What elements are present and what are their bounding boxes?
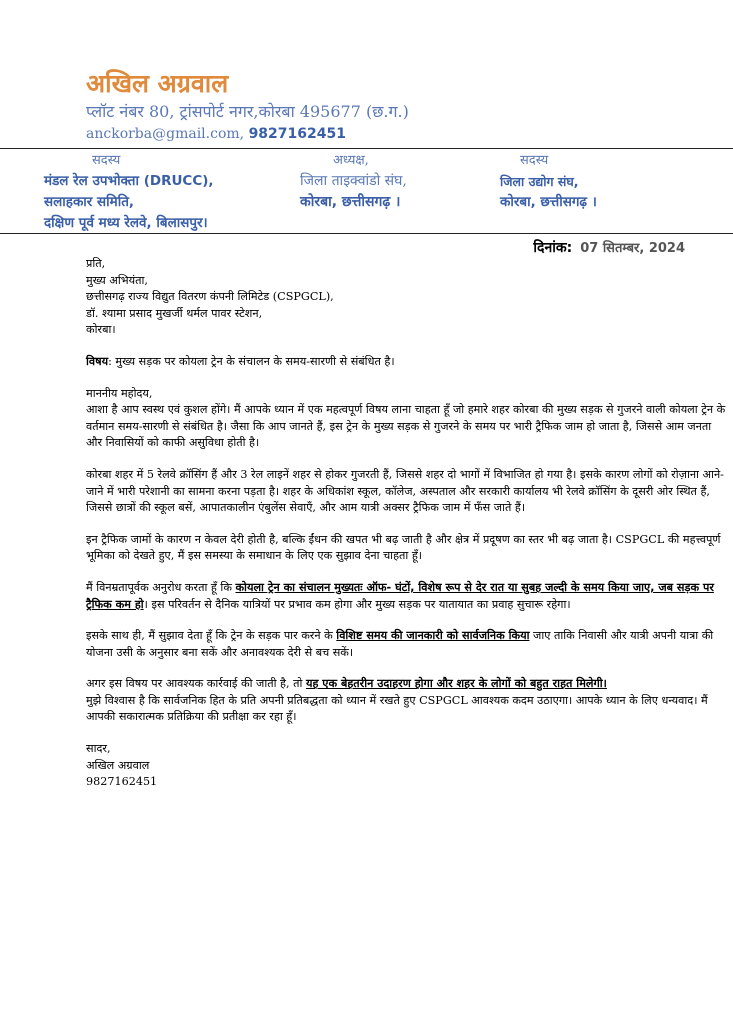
affiliation-3-line: कोरबा, छत्तीसगढ़ । [500,194,597,210]
affiliation-3-role: सदस्य [520,153,549,168]
recipient-line: प्रति, [86,257,106,270]
subject-label: विषय [86,354,109,368]
affiliation-1-line: दक्षिण पूर्व मध्य रेलवे, बिलासपुर। [44,215,208,231]
paragraph-2: कोरबा शहर में 5 रेलवे क्रॉसिंग हैं और 3 रेल लाइनें शहर से होकर गुजरती हैं, जिससे शहर दो भागों में विभाजित हो गया है। इसके कारण लोगों को रोज़ाना आने-जाने में भारी परेशानी का सामना करना पड़ता है। शहर के अधिकांश स्कूल, कॉलेज, अस्पताल और सरकारी कार्यालय भी रेलवे क्रॉसिंग के दूसरी ओर स्थित हैं, जिससे छात्रों की स्कूल बसें, आपातकालीन एंबुलेंस सेवाएँ, और आम यात्री अक्सर ट्रैफिक जाम में फँस जाते हैं। [86,467,724,515]
header-top-rule [0,148,733,149]
paragraph-5-highlight: विशिष्ट समय की जानकारी को सार्वजनिक किया [336,629,530,643]
affiliation-1 [44,171,214,234]
paragraph-6 [86,676,726,693]
paragraph-5-text: जाए ताकि निवासी और यात्री अपनी यात्रा की योजना उसी के अनुसार बना सकें और अनावश्यक देरी से बच सकें। [86,629,714,659]
paragraph-6-text: अगर इस विषय पर आवश्यक कार्रवाई की जाती है, तो [86,677,306,691]
paragraph-5-text: इसके साथ ही, मैं सुझाव देता हूँ कि ट्रेन के सड़क पार करने के [86,629,337,643]
affiliation-1-role: सदस्य [92,153,121,168]
closing-name: अखिल अग्रवाल [86,758,150,772]
affiliation-3-line: जिला उद्योग संघ, [500,174,579,189]
date-value: 07 सितम्बर, 2024 [580,241,685,256]
paragraph-4-text: । इस परिवर्तन से दैनिक यात्रियों पर प्रभाव कम होगा और मुख्य सड़क पर यातायात का प्रवाह सुचारू रहेगा। [143,597,571,611]
affiliation-2-line: कोरबा, छत्तीसगढ़ । [300,194,401,210]
salutation: माननीय महोदय, [86,386,153,400]
paragraph-3: इन ट्रैफिक जामों के कारण न केवल देरी होती है, बल्कि ईंधन की खपत भी बढ़ जाती है और क्षेत्र में प्रदूषण का स्तर भी बढ़ जाता है। CSPGCL की महत्त्वपूर्ण भूमिका को देखते हुए, मैं इस समस्या के समाधान के लिए एक सुझाव देना चाहता हूँ। [86,532,721,563]
sender-email: anckorba@gmail.com, [86,126,245,142]
affiliation-2 [300,171,407,213]
paragraph-4-text: मैं विनम्रतापूर्वक अनुरोध करता हूँ कि [86,580,236,594]
recipient-line: मुख्य अभियंता, [86,273,148,287]
sender-phone: 9827162451 [248,126,346,142]
sender-contact [86,126,346,142]
affiliation-1-line: सलाहकार समिति, [44,194,135,210]
affiliation-3 [500,171,597,213]
header-bottom-rule [0,233,733,234]
affiliation-2-role: अध्यक्ष, [333,153,369,168]
letter-date [533,238,685,257]
recipient-line: डॉ. श्यामा प्रसाद मुखर्जी थर्मल पावर स्टेशन, [86,306,263,320]
paragraph-4-highlight: कोयला ट्रेन का संचालन मुख्यतः ऑफ- घंटों, विशेष रूप से देर रात या सुबह जल्दी के समय किया जाए, जब सड़क पर ट्रैफिक कम हो [86,580,714,611]
closing-phone: 9827162451 [86,775,158,789]
affiliation-1-line: मंडल रेल उपभोक्ता (DRUCC), [44,173,214,189]
paragraph-4 [86,580,726,613]
date-label: दिनांक: [533,240,573,256]
recipient-line: छत्तीसगढ़ राज्य विद्युत वितरण कंपनी लिमिटेड (CSPGCL), [86,290,334,304]
sender-address: प्लॉट नंबर 80, ट्रांसपोर्ट नगर,कोरबा 495677 (छ.ग.) [86,102,409,121]
paragraph-7: मुझे विश्वास है कि सार्वजनिक हित के प्रति अपनी प्रतिबद्धता को ध्यान में रखते हुए CSPGCL आवश्यक कदम उठाएगा। आपके ध्यान के लिए धन्यवाद। मैं आपकी सकारात्मक प्रतिक्रिया की प्रतीक्षा कर रहा हूँ। [86,693,708,724]
affiliation-2-line: जिला ताइक्वांडो संघ, [300,173,407,189]
closing-regards: सादर, [86,742,111,756]
paragraph-1: आशा है आप स्वस्थ एवं कुशल होंगे। मैं आपके ध्यान में एक महत्वपूर्ण विषय लाना चाहता हूँ जो हमारे शहर कोरबा की मुख्य सड़क से गुजरने वाली कोयला ट्रेन के वर्तमान समय-सारणी से संबंधित है। जैसा कि आप जानते हैं, इस ट्रेन के मुख्य सड़क से गुजरने के समय पर भारी ट्रैफिक जाम हो जाता है, जिससे आम जनता और निवासियों को काफी असुविधा होती है। [86,403,726,450]
subject-text: : मुख्य सड़क पर कोयला ट्रेन के संचालन के समय-सारणी से संबंधित है। [108,354,395,368]
paragraph-6-highlight: यह एक बेहतरीन उदाहरण होगा और शहर के लोगों को बहुत राहत मिलेगी। [305,677,607,691]
recipient-line: कोरबा। [86,323,116,337]
paragraph-5 [86,628,726,661]
subject-line [86,354,726,371]
letter-body [86,256,726,791]
sender-name: अखिल अग्रवाल [86,69,229,98]
